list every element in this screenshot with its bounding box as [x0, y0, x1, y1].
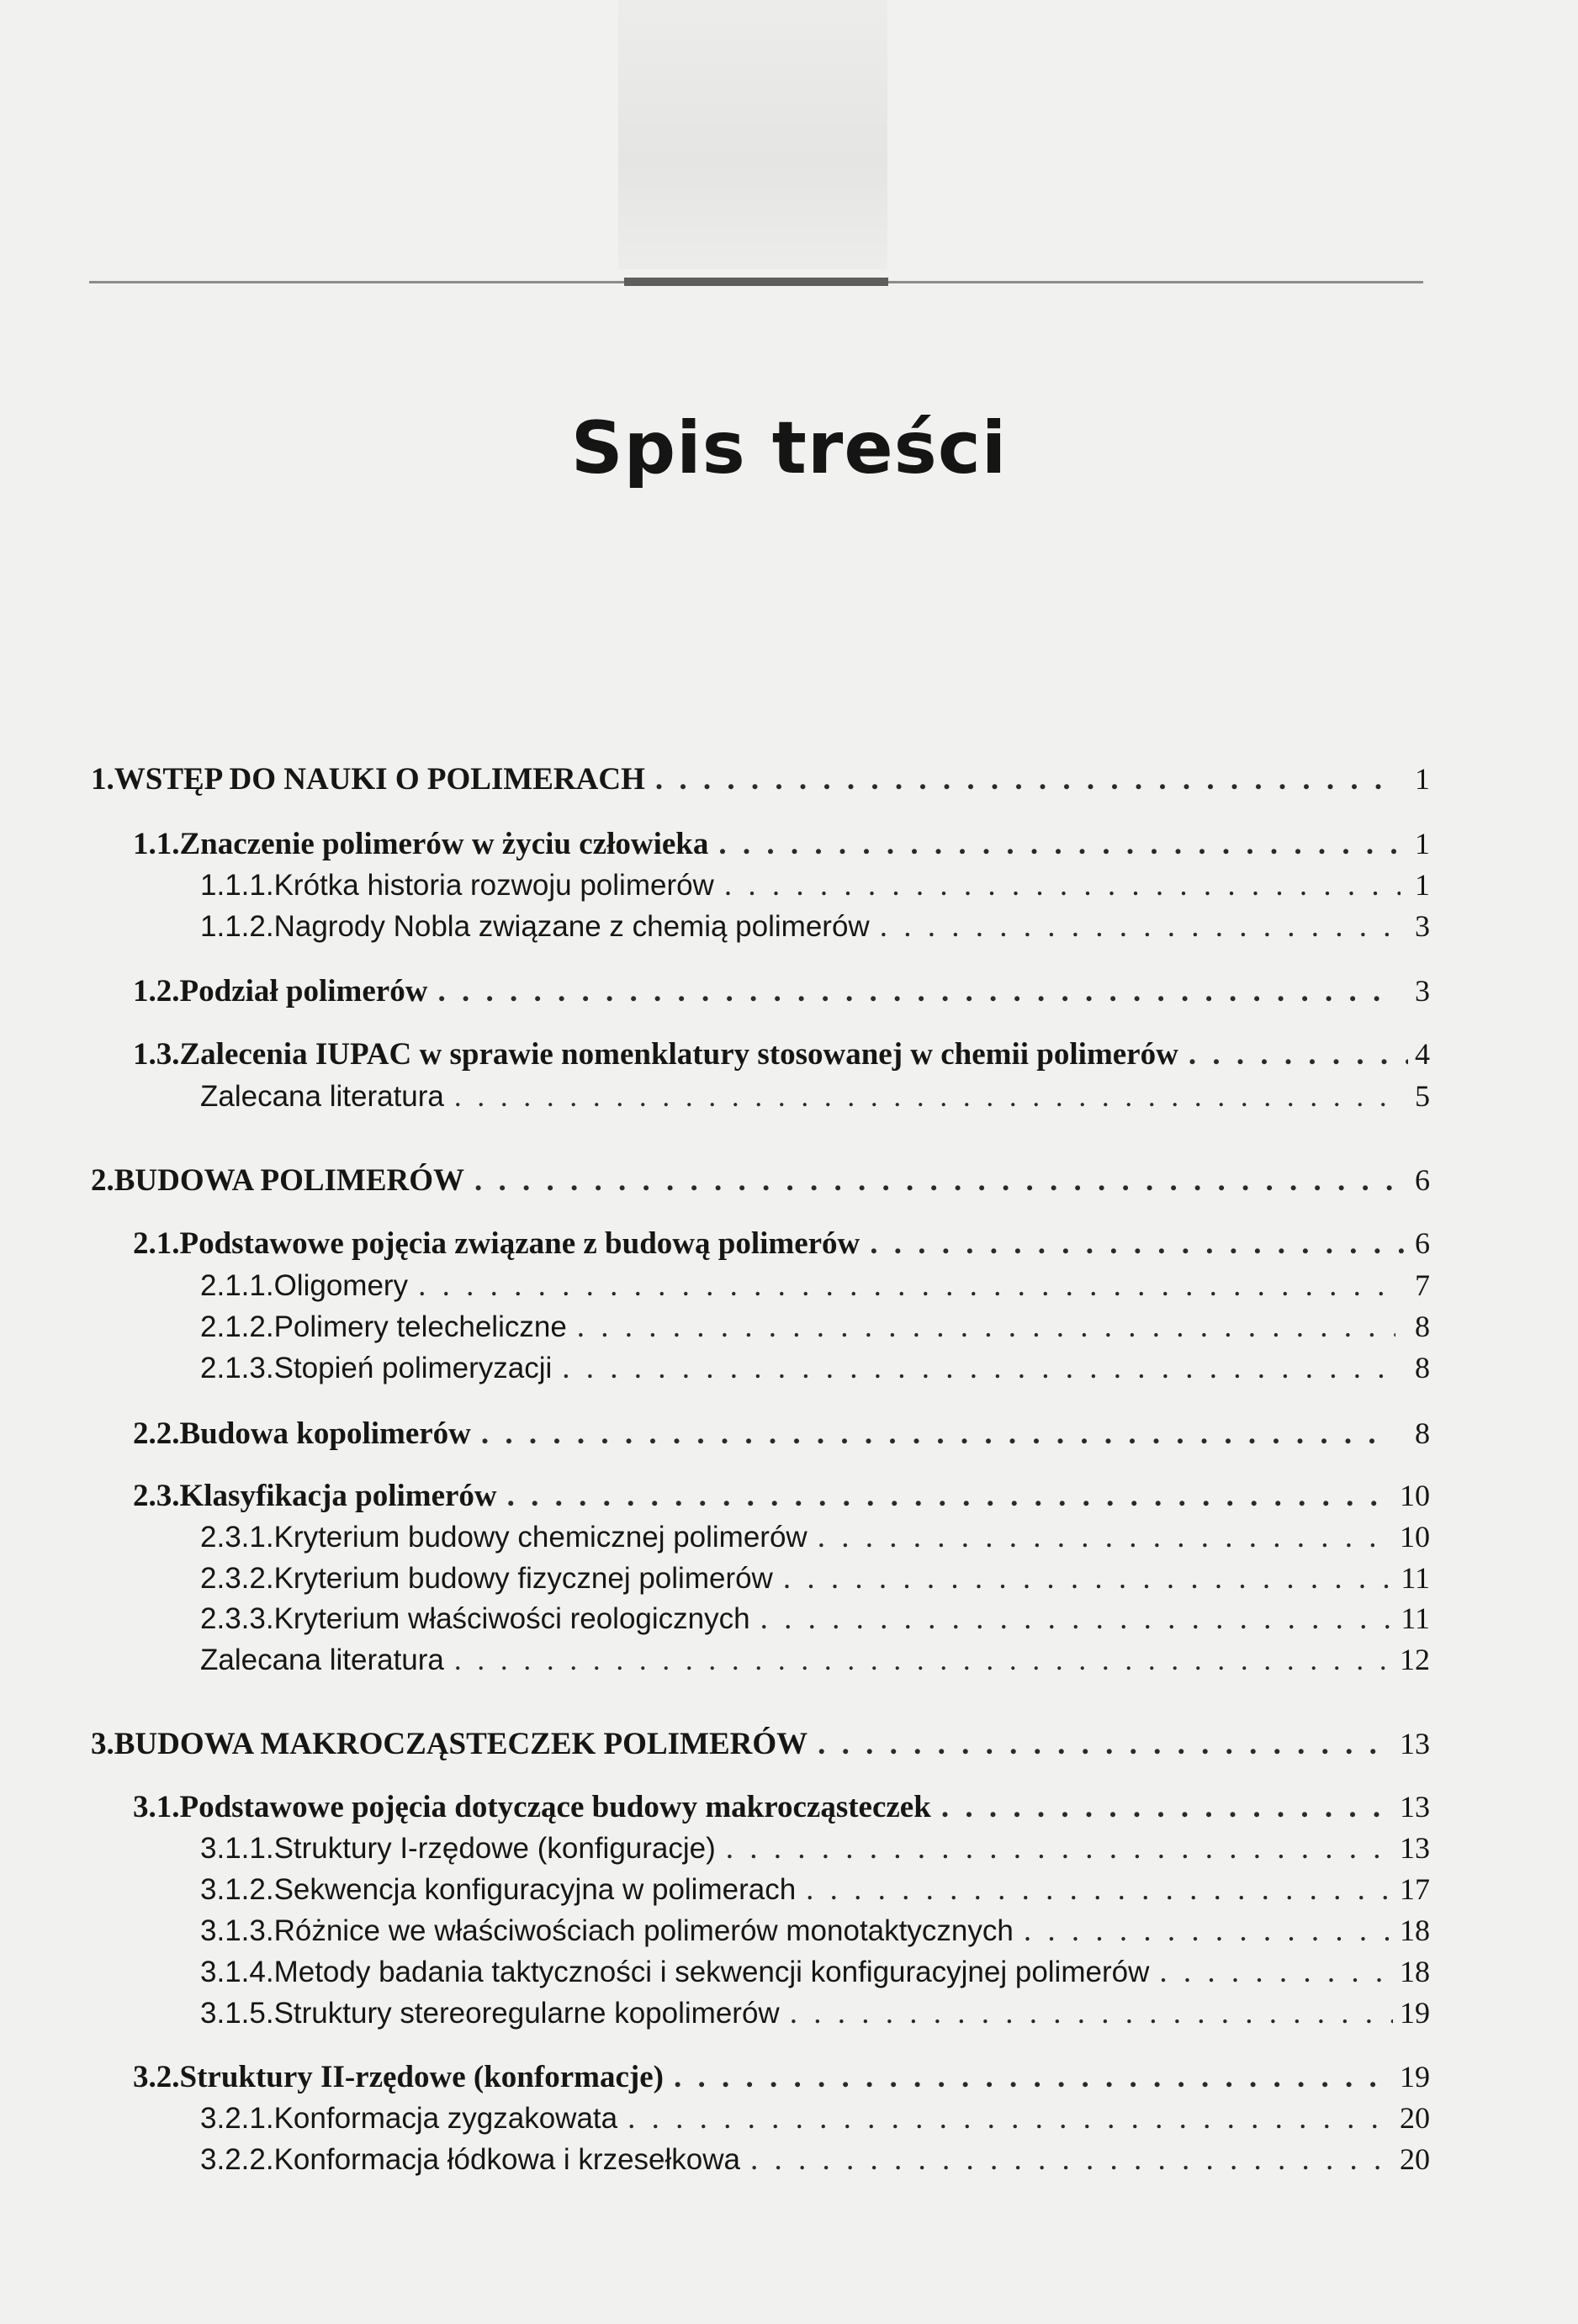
toc-number: 2. [91, 1163, 114, 1198]
toc-entry-2-1-2 [0, 1311, 1578, 1342]
toc-entry-2-1 [0, 1228, 1578, 1259]
toc-number: 3.1.3. [200, 1914, 274, 1947]
toc-entry-2-2 [0, 1418, 1578, 1449]
toc-entry-3-1-5 [0, 1998, 1578, 2029]
toc-page-number: 7 [1415, 1268, 1430, 1302]
dot-leader [418, 1270, 1390, 1301]
toc-label: Znaczenie polimerów w życiu człowieka [179, 827, 709, 861]
toc-number: 1.1.1. [200, 869, 274, 902]
toc-page-number: 8 [1415, 1416, 1430, 1450]
page-title: Spis treści [570, 405, 1008, 490]
toc-label: Zalecenia IUPAC w sprawie nomenklatury stosowanej w chemii polimerów [179, 1037, 1178, 1072]
toc-page-number: 11 [1401, 1561, 1430, 1595]
dot-leader [941, 1792, 1393, 1823]
dot-leader [562, 1353, 1395, 1384]
toc-page-number: 19 [1400, 2060, 1430, 2094]
toc-label: Oligomery [273, 1269, 409, 1302]
toc-entry-2-1-3 [0, 1353, 1578, 1384]
toc-number: 1. [91, 762, 114, 797]
toc-page-number: 8 [1415, 1351, 1430, 1384]
toc-entry-3-2 [0, 2062, 1578, 2093]
toc-number: 3.1. [133, 1790, 180, 1824]
toc-number: 3.1.4. [200, 1956, 274, 1988]
toc-label: Struktury I-rzędowe (konfiguracje) [273, 1832, 716, 1865]
dot-leader [1024, 1915, 1393, 1946]
toc-page-number: 3 [1415, 909, 1430, 943]
dot-leader [1189, 1039, 1408, 1070]
toc-number: 3.1.1. [200, 1832, 274, 1865]
toc-label: Sekwencja konfiguracyjna w polimerach [273, 1873, 797, 1906]
toc-entry-chapter-2 [0, 1165, 1578, 1196]
dot-leader [454, 1645, 1390, 1675]
dot-leader [437, 976, 1390, 1007]
toc-page-number: 1 [1415, 827, 1430, 860]
toc-page-number: 19 [1400, 1996, 1430, 2030]
toc-number: 2.2. [133, 1416, 180, 1451]
dot-leader [870, 1228, 1405, 1259]
toc-number: 1.2. [133, 974, 180, 1008]
toc-number: 2.3.2. [200, 1562, 274, 1595]
dot-leader [718, 828, 1400, 860]
dot-leader [880, 911, 1406, 942]
toc-entry-3-1-1 [0, 1833, 1578, 1864]
dot-leader [577, 1311, 1395, 1342]
dot-leader [474, 1165, 1392, 1196]
toc-entry-chapter-1 [0, 764, 1578, 795]
dot-leader [627, 2103, 1393, 2134]
toc-label: Struktury stereoregularne kopolimerów [273, 1997, 780, 2030]
dot-leader [818, 1522, 1393, 1553]
header-rule-accent [624, 278, 888, 286]
toc-page-number: 3 [1415, 974, 1430, 1008]
toc-label: Konformacja łódkowa i krzesełkowa [273, 2143, 740, 2176]
toc-entry-literature-1 [0, 1081, 1578, 1111]
toc-label: Konformacja zygzakowata [273, 2102, 618, 2135]
toc-page-number: 20 [1400, 2142, 1430, 2176]
toc-number: 1.1. [133, 827, 180, 861]
toc-label: Podstawowe pojęcia związane z budową polimerów [179, 1226, 860, 1261]
toc-page-number: 11 [1401, 1601, 1430, 1635]
toc-label: Metody badania taktyczności i sekwencji konfiguracyjnej polimerów [273, 1956, 1150, 1988]
toc-number: 2.3.3. [200, 1602, 274, 1635]
toc-label: Kryterium budowy fizycznej polimerów [273, 1562, 773, 1595]
toc-label: Stopień polimeryzacji [273, 1352, 553, 1384]
dot-leader [760, 1603, 1395, 1634]
toc-page-number: 8 [1415, 1310, 1430, 1343]
toc-entry-1-1-2 [0, 911, 1578, 942]
toc-entry-3-1-2 [0, 1874, 1578, 1905]
toc-number: 2.1.2. [200, 1310, 274, 1343]
toc-entry-2-3-1 [0, 1522, 1578, 1553]
dot-leader [674, 2062, 1393, 2093]
toc-entry-1-2 [0, 976, 1578, 1007]
dot-leader [783, 1563, 1394, 1594]
toc-page-number: 5 [1415, 1079, 1430, 1113]
toc-page-number: 10 [1400, 1479, 1430, 1512]
toc-number: 2.1.1. [200, 1269, 274, 1302]
toc-page-number: 1 [1415, 762, 1430, 796]
toc-entry-2-1-1 [0, 1270, 1578, 1301]
dot-leader [507, 1480, 1393, 1511]
toc-label: Krótka historia rozwoju polimerów [273, 869, 714, 902]
dot-leader [750, 2144, 1393, 2175]
toc-page-number: 13 [1400, 1790, 1430, 1824]
toc-entry-2-3-3 [0, 1603, 1578, 1634]
toc-number: 3. [91, 1727, 114, 1761]
toc-page-number: 4 [1415, 1037, 1430, 1071]
toc-entry-literature-2 [0, 1644, 1578, 1675]
dot-leader [790, 1998, 1393, 2029]
toc-number: 3.2.2. [200, 2143, 274, 2176]
toc-number: 2.1.3. [200, 1352, 274, 1384]
toc-label: Struktury II-rzędowe (konformacje) [179, 2060, 664, 2094]
toc-entry-3-1-4 [0, 1956, 1578, 1988]
toc-label: BUDOWA MAKROCZĄSTECZEK POLIMERÓW [114, 1727, 808, 1761]
toc-entry-3-2-1 [0, 2103, 1578, 2134]
toc-entry-3-2-2 [0, 2144, 1578, 2175]
toc-label: Budowa kopolimerów [179, 1416, 471, 1451]
toc-label: Klasyfikacja polimerów [179, 1479, 497, 1513]
scan-bleed-through [618, 0, 887, 269]
toc-label: Podstawowe pojęcia dotyczące budowy makrocząsteczek [179, 1790, 931, 1824]
toc-page-number: 6 [1415, 1163, 1430, 1197]
dot-leader [726, 1833, 1393, 1864]
toc-number: 3.2. [133, 2060, 180, 2094]
toc-entry-1-1-1 [0, 870, 1578, 901]
toc-number: 1.1.2. [200, 910, 274, 943]
toc-number: 3.2.1. [200, 2102, 274, 2135]
toc-page-number: 18 [1400, 1955, 1430, 1988]
toc-entry-3-1 [0, 1792, 1578, 1823]
toc-label: BUDOWA POLIMERÓW [114, 1163, 465, 1198]
toc-entry-chapter-3 [0, 1728, 1578, 1760]
dot-leader [818, 1728, 1393, 1760]
toc-entry-2-3 [0, 1480, 1578, 1511]
toc-label: Zalecana literatura [200, 1644, 444, 1676]
toc-page-number: 12 [1400, 1643, 1430, 1676]
toc-number: 3.1.5. [200, 1997, 274, 2030]
toc-page-number: 10 [1400, 1520, 1430, 1554]
dot-leader [655, 764, 1398, 795]
toc-page-number: 1 [1414, 868, 1430, 902]
toc-label: Zalecana literatura [200, 1080, 444, 1113]
toc-number: 2.1. [133, 1226, 180, 1261]
toc-page-number: 20 [1400, 2101, 1430, 2135]
toc-page-number: 18 [1400, 1914, 1430, 1947]
toc-number: 1.3. [133, 1037, 180, 1072]
toc-entry-1-1 [0, 828, 1578, 860]
dot-leader [806, 1874, 1393, 1905]
toc-entry-1-3 [0, 1039, 1578, 1070]
toc-label: WSTĘP DO NAUKI O POLIMERACH [114, 762, 645, 797]
toc-page-number: 13 [1400, 1727, 1430, 1760]
dot-leader [481, 1418, 1392, 1449]
toc-page-number: 17 [1400, 1872, 1430, 1906]
toc-entry-2-3-2 [0, 1563, 1578, 1594]
toc-label: Kryterium właściwości reologicznych [273, 1602, 750, 1635]
dot-leader [454, 1082, 1390, 1111]
toc-label: Różnice we właściwościach polimerów monotaktycznych [273, 1914, 1014, 1947]
toc-label: Polimery telecheliczne [273, 1310, 567, 1343]
toc-label: Nagrody Nobla związane z chemią polimerów [273, 910, 870, 943]
toc-page-number: 6 [1415, 1226, 1430, 1260]
toc-label: Podział polimerów [179, 974, 428, 1008]
toc-page-number: 13 [1400, 1831, 1430, 1865]
dot-leader [724, 870, 1401, 901]
toc-label: Kryterium budowy chemicznej polimerów [273, 1521, 808, 1554]
toc-number: 2.3. [133, 1479, 180, 1513]
toc-number: 2.3.1. [200, 1521, 274, 1554]
toc-number: 3.1.2. [200, 1873, 274, 1906]
dot-leader [1159, 1956, 1393, 1988]
toc-entry-3-1-3 [0, 1915, 1578, 1946]
